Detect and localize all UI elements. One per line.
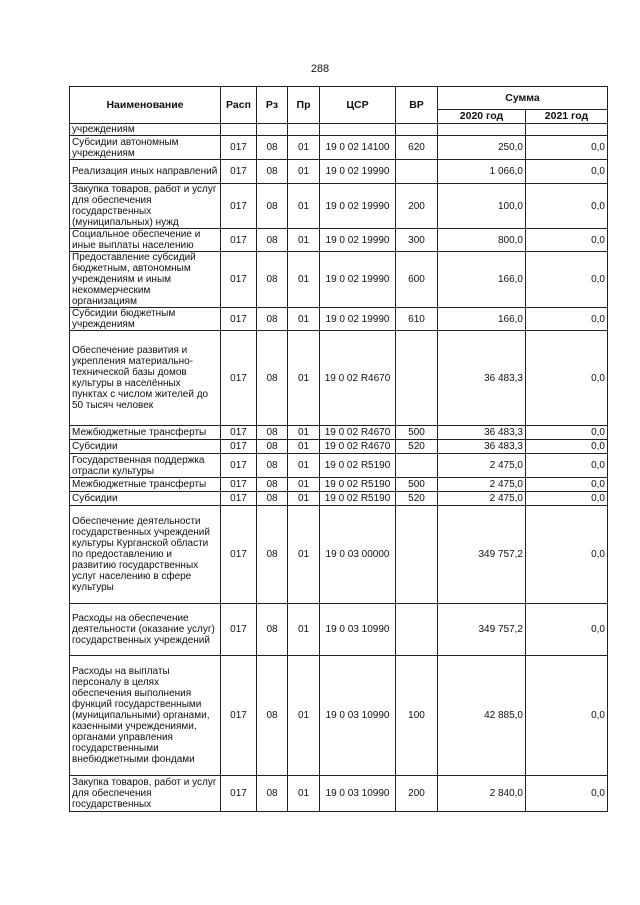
cell-csr: 19 0 02 19990 <box>320 160 396 184</box>
cell-vr: 520 <box>396 440 438 454</box>
cell-rasp: 017 <box>221 776 257 812</box>
cell-rasp: 017 <box>221 604 257 656</box>
cell-name: учреждениям <box>70 124 221 136</box>
table-row <box>70 492 608 506</box>
cell-2021: 0,0 <box>526 506 608 604</box>
cell-rasp: 017 <box>221 160 257 184</box>
cell-2020: 1 066,0 <box>438 160 526 184</box>
cell-2021: 0,0 <box>526 776 608 812</box>
cell-pr: 01 <box>288 776 320 812</box>
cell-rz: 08 <box>257 426 288 440</box>
header-row <box>70 87 608 110</box>
cell-rz: 08 <box>257 604 288 656</box>
header-2021: 2021 год <box>526 110 608 124</box>
cell-rz: 08 <box>257 252 288 308</box>
table-row <box>70 136 608 160</box>
cell-2021: 0,0 <box>526 440 608 454</box>
cell-2020: 2 475,0 <box>438 478 526 492</box>
cell-name: Межбюджетные трансферты <box>70 426 221 440</box>
table-row <box>70 252 608 308</box>
cell-rz: 08 <box>257 136 288 160</box>
cell-rasp: 017 <box>221 184 257 229</box>
cell-rz: 08 <box>257 331 288 426</box>
cell-2021 <box>526 124 608 136</box>
cell-name: Межбюджетные трансферты <box>70 478 221 492</box>
cell-2020: 800,0 <box>438 229 526 252</box>
table-row <box>70 776 608 812</box>
cell-2020: 166,0 <box>438 308 526 331</box>
cell-2021: 0,0 <box>526 229 608 252</box>
cell-csr: 19 0 02 R5190 <box>320 454 396 478</box>
table-row <box>70 184 608 229</box>
cell-csr: 19 0 02 19990 <box>320 252 396 308</box>
cell-vr: 610 <box>396 308 438 331</box>
cell-rasp: 017 <box>221 454 257 478</box>
table-row <box>70 440 608 454</box>
table-body <box>70 124 608 812</box>
cell-csr: 19 0 03 10990 <box>320 776 396 812</box>
cell-2020 <box>438 124 526 136</box>
cell-pr: 01 <box>288 308 320 331</box>
cell-2020: 166,0 <box>438 252 526 308</box>
cell-pr: 01 <box>288 229 320 252</box>
cell-rz: 08 <box>257 478 288 492</box>
cell-rz: 08 <box>257 454 288 478</box>
cell-vr: 100 <box>396 656 438 776</box>
table-row <box>70 124 608 136</box>
page-number: 288 <box>310 63 330 75</box>
header-pr: Пр <box>288 87 320 124</box>
cell-2020: 42 885,0 <box>438 656 526 776</box>
cell-name: Реализация иных направлений <box>70 160 221 184</box>
cell-vr <box>396 604 438 656</box>
cell-rz: 08 <box>257 492 288 506</box>
header-2020: 2020 год <box>438 110 526 124</box>
cell-pr: 01 <box>288 656 320 776</box>
cell-csr <box>320 124 396 136</box>
cell-pr: 01 <box>288 136 320 160</box>
cell-2020: 2 475,0 <box>438 492 526 506</box>
cell-csr: 19 0 02 R4670 <box>320 331 396 426</box>
cell-2020: 349 757,2 <box>438 604 526 656</box>
cell-rz: 08 <box>257 229 288 252</box>
cell-vr: 520 <box>396 492 438 506</box>
cell-rasp: 017 <box>221 252 257 308</box>
cell-rz: 08 <box>257 440 288 454</box>
cell-2021: 0,0 <box>526 331 608 426</box>
cell-csr: 19 0 02 14100 <box>320 136 396 160</box>
cell-2020: 2 840,0 <box>438 776 526 812</box>
header-vr: ВР <box>396 87 438 124</box>
header-csr: ЦСР <box>320 87 396 124</box>
cell-name: Субсидии <box>70 440 221 454</box>
cell-vr <box>396 160 438 184</box>
cell-name: Предоставление субсидий бюджетным, автономным учреждениям и иным некоммерческим организациям <box>70 252 221 308</box>
cell-2020: 100,0 <box>438 184 526 229</box>
table-row <box>70 506 608 604</box>
table-row <box>70 656 608 776</box>
cell-csr: 19 0 02 19990 <box>320 308 396 331</box>
cell-vr: 500 <box>396 426 438 440</box>
cell-vr: 620 <box>396 136 438 160</box>
cell-pr: 01 <box>288 506 320 604</box>
cell-vr: 200 <box>396 776 438 812</box>
cell-csr: 19 0 02 R5190 <box>320 478 396 492</box>
cell-name: Субсидии автономным учреждениям <box>70 136 221 160</box>
cell-rasp: 017 <box>221 229 257 252</box>
cell-name: Обеспечение развития и укрепления материально-технической базы домов культуры в населённых пунктах с числом жителей до 50 тысяч человек <box>70 331 221 426</box>
cell-csr: 19 0 03 10990 <box>320 604 396 656</box>
cell-rz: 08 <box>257 184 288 229</box>
cell-rasp <box>221 124 257 136</box>
cell-2020: 2 475,0 <box>438 454 526 478</box>
cell-csr: 19 0 02 R5190 <box>320 492 396 506</box>
header-name: Наименование <box>70 87 221 124</box>
table-row <box>70 426 608 440</box>
cell-rz: 08 <box>257 506 288 604</box>
table-row <box>70 478 608 492</box>
cell-pr: 01 <box>288 454 320 478</box>
table-row <box>70 160 608 184</box>
cell-2021: 0,0 <box>526 426 608 440</box>
cell-2021: 0,0 <box>526 454 608 478</box>
cell-rasp: 017 <box>221 440 257 454</box>
cell-rz <box>257 124 288 136</box>
cell-name: Закупка товаров, работ и услуг для обеспечения государственных (муниципальных) нужд <box>70 184 221 229</box>
cell-csr: 19 0 02 R4670 <box>320 440 396 454</box>
cell-vr: 500 <box>396 478 438 492</box>
cell-name: Расходы на обеспечение деятельности (оказание услуг) государственных учреждений <box>70 604 221 656</box>
cell-rasp: 017 <box>221 492 257 506</box>
cell-csr: 19 0 02 19990 <box>320 184 396 229</box>
cell-pr: 01 <box>288 252 320 308</box>
table-row <box>70 229 608 252</box>
cell-vr <box>396 454 438 478</box>
cell-2020: 36 483,3 <box>438 331 526 426</box>
cell-rasp: 017 <box>221 331 257 426</box>
cell-name: Субсидии бюджетным учреждениям <box>70 308 221 331</box>
cell-pr: 01 <box>288 160 320 184</box>
cell-2021: 0,0 <box>526 308 608 331</box>
cell-2020: 250,0 <box>438 136 526 160</box>
cell-rz: 08 <box>257 308 288 331</box>
cell-csr: 19 0 02 19990 <box>320 229 396 252</box>
cell-2020: 36 483,3 <box>438 426 526 440</box>
cell-csr: 19 0 02 R4670 <box>320 426 396 440</box>
cell-rasp: 017 <box>221 308 257 331</box>
cell-rz: 08 <box>257 776 288 812</box>
cell-rasp: 017 <box>221 478 257 492</box>
cell-2021: 0,0 <box>526 160 608 184</box>
cell-vr: 600 <box>396 252 438 308</box>
cell-csr: 19 0 03 00000 <box>320 506 396 604</box>
cell-rasp: 017 <box>221 426 257 440</box>
cell-2021: 0,0 <box>526 136 608 160</box>
table-row <box>70 308 608 331</box>
table-row <box>70 454 608 478</box>
cell-csr: 19 0 03 10990 <box>320 656 396 776</box>
cell-vr: 300 <box>396 229 438 252</box>
table-row <box>70 331 608 426</box>
header-rasp: Расп <box>221 87 257 124</box>
cell-pr: 01 <box>288 184 320 229</box>
cell-name: Расходы на выплаты персоналу в целях обеспечения выполнения функций государственными (муниципальными) органами, казенными учреждениями, органами управления государственными внебюджетными фондами <box>70 656 221 776</box>
cell-2021: 0,0 <box>526 604 608 656</box>
cell-name: Субсидии <box>70 492 221 506</box>
cell-pr <box>288 124 320 136</box>
cell-pr: 01 <box>288 604 320 656</box>
cell-2020: 36 483,3 <box>438 440 526 454</box>
cell-rz: 08 <box>257 656 288 776</box>
cell-2021: 0,0 <box>526 478 608 492</box>
cell-rz: 08 <box>257 160 288 184</box>
cell-name: Обеспечение деятельности государственных учреждений культуры Курганской области по предоставлению и развитию государственных услуг населению в сфере культуры <box>70 506 221 604</box>
cell-name: Закупка товаров, работ и услуг для обеспечения государственных <box>70 776 221 812</box>
cell-2021: 0,0 <box>526 492 608 506</box>
cell-2021: 0,0 <box>526 656 608 776</box>
header-sum: Сумма <box>438 87 608 110</box>
cell-rasp: 017 <box>221 136 257 160</box>
table-row <box>70 604 608 656</box>
cell-vr <box>396 124 438 136</box>
cell-2021: 0,0 <box>526 252 608 308</box>
budget-table <box>69 86 608 812</box>
cell-2021: 0,0 <box>526 184 608 229</box>
cell-pr: 01 <box>288 492 320 506</box>
header-rz: Рз <box>257 87 288 124</box>
cell-vr <box>396 331 438 426</box>
cell-2020: 349 757,2 <box>438 506 526 604</box>
cell-pr: 01 <box>288 440 320 454</box>
cell-pr: 01 <box>288 331 320 426</box>
cell-vr: 200 <box>396 184 438 229</box>
cell-pr: 01 <box>288 426 320 440</box>
cell-rasp: 017 <box>221 506 257 604</box>
cell-pr: 01 <box>288 478 320 492</box>
cell-rasp: 017 <box>221 656 257 776</box>
cell-name: Социальное обеспечение и иные выплаты населению <box>70 229 221 252</box>
cell-name: Государственная поддержка отрасли культуры <box>70 454 221 478</box>
cell-vr <box>396 506 438 604</box>
